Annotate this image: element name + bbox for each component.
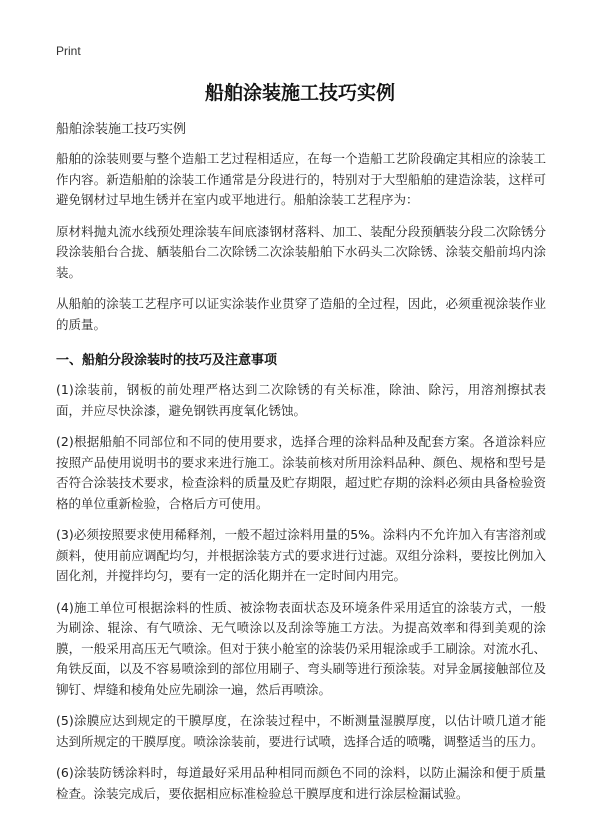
article-body (56, 118, 546, 815)
list-item: (4)施工单位可根据涂料的性质、被涂物表面状态及环境条件采用适宜的涂装方式，一般为刷涂、辊涂、有气喷涂、无气喷涂以及刮涂等施工方法。为提高效率和得到美观的涂膜，一般采用高压无气喷涂。但对于狭小舱室的涂装仍采用辊涂或手工刷涂。对流水孔、角铁反面，以及不容易喷涂到的部位用刷子、弯头刷等进行预涂装。对异金属接触部位及铆钉、焊缝和棱角处应先刷涂一遍，然后再喷涂。 (56, 599, 546, 697)
article-subtitle: 船舶涂装施工技巧实例 (56, 122, 187, 137)
conclusion-paragraph: 从船舶的涂装工艺程序可以证实涂装作业贯穿了造船的全过程，因此，必须重视涂装作业的质量。 (56, 296, 546, 332)
list-item: (5)涂膜应达到规定的干膜厚度，在涂装过程中，不断测量湿膜厚度，以估计喷几道才能达到所规定的干膜厚度。喷涂涂装前，要进行试喷，选择合适的喷嘴，调整适当的压力。 (56, 713, 546, 749)
list-item: (2)根据船舶不同部位和不同的使用要求，选择合理的涂料品种及配套方案。各道涂料应按照产品使用说明书的要求来进行施工。涂装前核对所用涂料品种、颜色、规格和型号是否符合涂装技术要求，检查涂料的质量及贮存期限，超过贮存期的涂料必须由具备检验资格的单位重新检验，合格后方可使用。 (56, 434, 546, 511)
list-item: (6)涂装防锈涂料时，每道最好采用品种相同而颜色不同的涂料，以防止漏涂和便于质量检查。涂装完成后，要依据相应标准检验总干膜厚度和进行涂层检漏试验。 (56, 765, 546, 801)
page-title: 船舶涂装施工技巧实例 (204, 82, 395, 104)
list-item: (3)必须按照要求使用稀释剂，一般不超过涂料用量的5%。涂料内不允许加入有害溶剂或颜料，使用前应调配均匀，并根据涂装方式的要求进行过滤。双组分涂料，要按比例加入固化剂，并搅拌均匀，要有一定的活化期并在一定时间内用完。 (56, 527, 546, 583)
section-heading: 一、船舶分段涂装时的技巧及注意事项 (56, 353, 278, 368)
process-paragraph: 原材料抛丸流水线预处理涂装车间底漆钢材落料、加工、装配分段预舾装分段二次除锈分段涂装船台合拢、舾装船台二次除锈二次涂装船舶下水码头二次除锈、涂装交船前坞内涂装。 (56, 223, 546, 280)
print-link[interactable]: Print (56, 44, 81, 58)
intro-paragraph: 船舶的涂装则要与整个造船工艺过程相适应，在每一个造船工艺阶段确定其相应的涂装工作内容。新造船舶的涂装工作通常是分段进行的，特别对于大型船舶的建造涂装，这样可避免钢材过早地生锈并在室内或平地进行。船舶涂装工艺程序为： (56, 151, 546, 207)
list-item: (1)涂装前，钢板的前处理严格达到二次除锈的有关标准，除油、除污，用溶剂擦拭表面，并应尽快涂漆，避免钢铁再度氧化锈蚀。 (56, 382, 546, 418)
